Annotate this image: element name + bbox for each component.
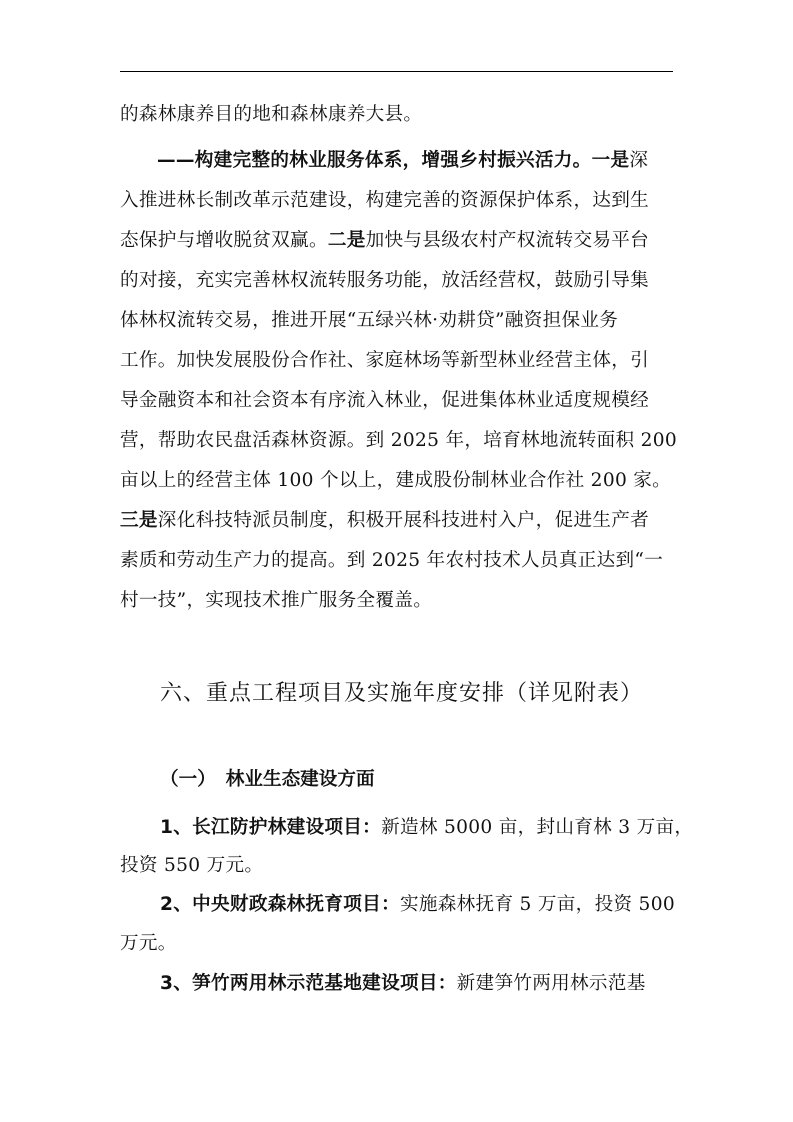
item-text: 新造林 5000 亩，封山育林 3 万亩， [381,817,694,838]
item-text: 实施森林抚育 5 万亩，投资 500 [399,894,675,915]
bold-marker: 二是 [327,230,366,251]
text-span: 导金融资本和社会资本有序流入林业，促进集体林业适度规模经 [120,390,650,411]
text-span: 深 [629,150,649,171]
subsection-title: 林业生态建设方面 [225,769,375,790]
list-item [160,969,646,999]
text-span: 加快与县级农村产权流转交易平台 [365,230,650,251]
paragraph-line [120,266,649,296]
subsection-heading [160,765,375,795]
text-span: 入推进林长制改革示范建设，构建完善的资源保护体系，达到生 [120,190,650,211]
paragraph-line [120,466,671,496]
list-item-continuation [120,929,177,959]
paragraph-line [120,506,649,536]
paragraph-line [120,226,649,256]
list-item [160,890,675,920]
text-span: 深化科技特派员制度，积极开展科技进村入户，促进生产者 [157,510,650,531]
item-label: 2、中央财政森林抚育项目： [160,894,400,915]
item-label: 1、长江防护林建设项目： [160,817,382,838]
text-span: 素质和劳动生产力的提高。到 2025 年农村技术人员真正达到“一 [120,550,664,571]
text-span: 的森林康养目的地和森林康养大县。 [120,104,423,125]
paragraph-line [120,386,649,416]
bold-marker: 一是 [591,150,630,171]
paragraph-line [120,546,663,576]
text-span: 亩以上的经营主体 100 个以上，建成股份制林业合作社 200 家。 [120,470,672,491]
item-label: 3、笋竹两用林示范基地建设项目： [160,973,457,994]
text-span: 工作。加快发展股份合作社、家庭林场等新型林业经营主体，引 [120,350,650,371]
bold-marker: 三是 [120,510,158,531]
subsection-number: （一） [160,769,216,790]
item-text: 投资 550 万元。 [120,855,264,876]
item-text: 新建笋竹两用林示范基 [456,973,646,994]
text-span: 的对接，充实完善林权流转服务功能，放活经营权，鼓励引导集 [120,270,650,291]
text-span: 体林权流转交易，推进开展“五绿兴林·劝耕贷”融资担保业务 [120,310,619,331]
paragraph-line [120,186,649,216]
bold-lead: ——构建完整的林业服务体系，增强乡村振兴活力。 [157,150,592,171]
text-span: 营，帮助农民盘活森林资源。到 2025 年，培育林地流转面积 200 [120,430,677,451]
list-item-continuation [120,851,263,881]
list-item [160,813,693,843]
header-rule [120,71,673,72]
paragraph-line [120,586,432,616]
paragraph-line [120,100,422,130]
paragraph-line [120,306,618,336]
paragraph-line [120,426,677,456]
paragraph-line [120,346,649,376]
item-text: 万元。 [120,933,177,954]
section-heading: 六、重点工程项目及实施年度安排（详见附表） [160,681,644,706]
text-span: 态保护与增收脱贫双赢。 [120,230,328,251]
text-span: 村一技”，实现技术推广服务全覆盖。 [120,590,433,611]
paragraph-line [157,146,648,176]
